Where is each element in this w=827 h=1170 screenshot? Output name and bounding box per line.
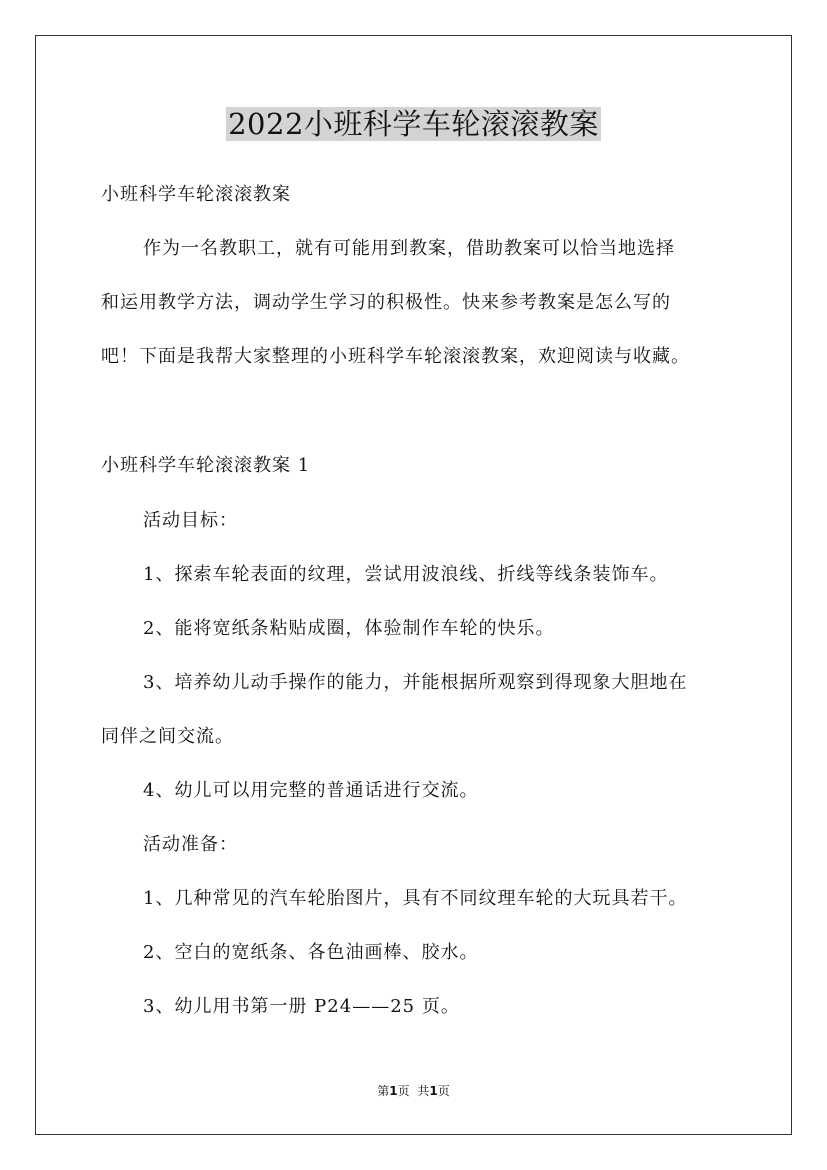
- footer-page-prefix: 第: [377, 1084, 390, 1098]
- goal-item-2: 2、能将宽纸条粘贴成圈，体验制作车轮的快乐。: [143, 618, 555, 639]
- footer-total-number: 1: [429, 1084, 438, 1098]
- goal-item-4: 4、幼儿可以用完整的普通话进行交流。: [143, 780, 479, 801]
- footer-total-prefix: 共: [417, 1084, 430, 1098]
- intro-line-1: 作为一名教职工，就有可能用到教案，借助教案可以恰当地选择: [143, 238, 675, 259]
- document-title-text: 2022小班科学车轮滚滚教案: [228, 107, 599, 141]
- prep-item-1: 1、几种常见的汽车轮胎图片，具有不同纹理车轮的大玩具若干。: [143, 888, 688, 909]
- document-title: [0, 104, 827, 144]
- prep-heading: 活动准备：: [143, 834, 238, 855]
- prep-item-3: 3、幼儿用书第一册 P24——25 页。: [143, 996, 460, 1017]
- footer-page-number: 1: [389, 1084, 398, 1098]
- goal-item-3-continued: 同伴之间交流。: [101, 726, 234, 747]
- intro-line-2: 和运用教学方法，调动学生学习的积极性。快来参考教案是怎么写的: [101, 292, 671, 313]
- section-heading: 小班科学车轮滚滚教案 1: [101, 455, 311, 476]
- goal-item-1: 1、探索车轮表面的纹理，尝试用波浪线、折线等线条装饰车。: [143, 564, 669, 585]
- prep-item-2: 2、空白的宽纸条、各色油画棒、胶水。: [143, 942, 479, 963]
- footer-total-suffix: 页: [437, 1084, 450, 1098]
- goal-item-3: 3、培养幼儿动手操作的能力，并能根据所观察到得现象大胆地在: [143, 672, 688, 693]
- goals-heading: 活动目标：: [143, 510, 238, 531]
- intro-line-3: 吧！下面是我帮大家整理的小班科学车轮滚滚教案，欢迎阅读与收藏。: [101, 346, 690, 367]
- footer-page-suffix: 页: [397, 1084, 410, 1098]
- document-subtitle: 小班科学车轮滚滚教案: [101, 184, 291, 205]
- page-footer: [0, 1083, 827, 1099]
